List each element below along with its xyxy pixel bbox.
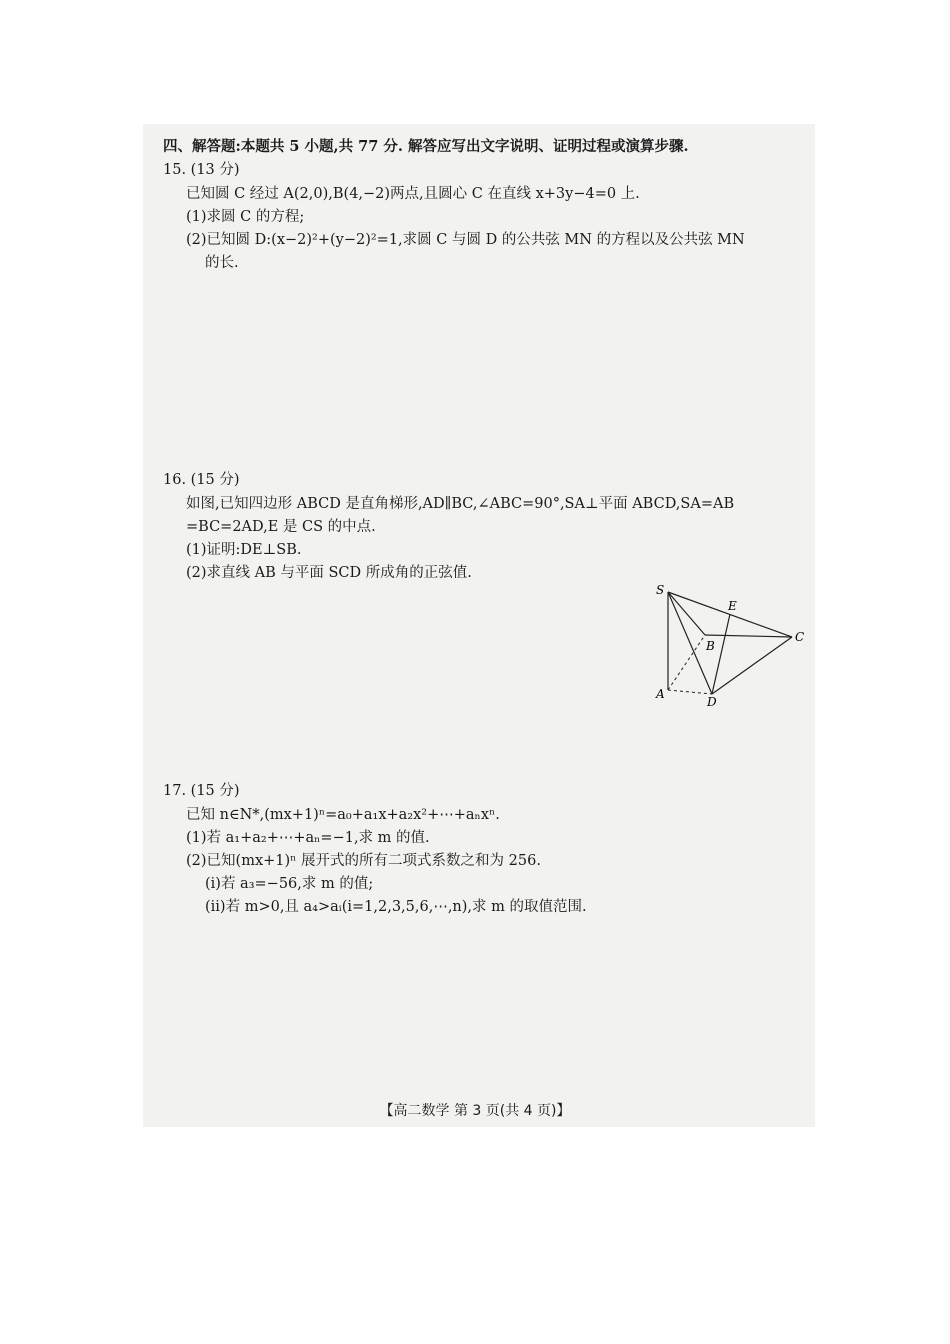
pyramid-figure	[650, 582, 810, 712]
q15-part2-line2: 的长.	[205, 255, 239, 271]
q15-part2-line1: (2)已知圆 D:(x−2)²+(y−2)²=1,求圆 C 与圆 D 的公共弦 MN 的方程以及公共弦 MN	[186, 232, 745, 248]
edge-AD	[668, 690, 712, 694]
segment-ED	[712, 614, 730, 694]
q17-part1: (1)若 a₁+a₂+⋯+aₙ=−1,求 m 的值.	[186, 830, 430, 846]
label-A: A	[656, 687, 665, 701]
q16-part2: (2)求直线 AB 与平面 SCD 所成角的正弦值.	[186, 565, 472, 581]
section-title: 四、解答题:本题共 5 小题,共 77 分. 解答应写出文字说明、证明过程或演算步骤.	[163, 138, 689, 155]
label-C: C	[795, 630, 805, 644]
edge-BC	[705, 635, 792, 637]
page-footer: 【高二数学 第 3 页(共 4 页)】	[379, 1103, 571, 1119]
q17-part2-ii: (ⅱ)若 m>0,且 a₄>aᵢ(i=1,2,3,5,6,⋯,n),求 m 的取值范围.	[205, 899, 587, 915]
label-S: S	[656, 583, 665, 597]
q16-stem-line1: 如图,已知四边形 ABCD 是直角梯形,AD∥BC,∠ABC=90°,SA⊥平面 ABCD,SA=AB	[186, 496, 735, 512]
edge-AB	[668, 635, 705, 690]
q15-number: 15. (13 分)	[163, 162, 240, 178]
q16-stem-line2: =BC=2AD,E 是 CS 的中点.	[186, 519, 376, 535]
q17-part2: (2)已知(mx+1)ⁿ 展开式的所有二项式系数之和为 256.	[186, 853, 541, 869]
q15-part1: (1)求圆 C 的方程;	[186, 209, 305, 225]
q17-part2-i: (ⅰ)若 a₃=−56,求 m 的值;	[205, 876, 374, 892]
label-E: E	[728, 599, 737, 613]
q16-number: 16. (15 分)	[163, 472, 240, 488]
q15-stem: 已知圆 C 经过 A(2,0),B(4,−2)两点,且圆心 C 在直线 x+3y−4=0 上.	[186, 186, 640, 202]
q16-part1: (1)证明:DE⊥SB.	[186, 542, 302, 558]
label-B: B	[706, 639, 715, 653]
q17-number: 17. (15 分)	[163, 783, 240, 799]
q17-stem: 已知 n∈N*,(mx+1)ⁿ=a₀+a₁x+a₂x²+⋯+aₙxⁿ.	[186, 807, 500, 823]
label-D: D	[707, 695, 717, 709]
edge-DC	[712, 637, 792, 694]
